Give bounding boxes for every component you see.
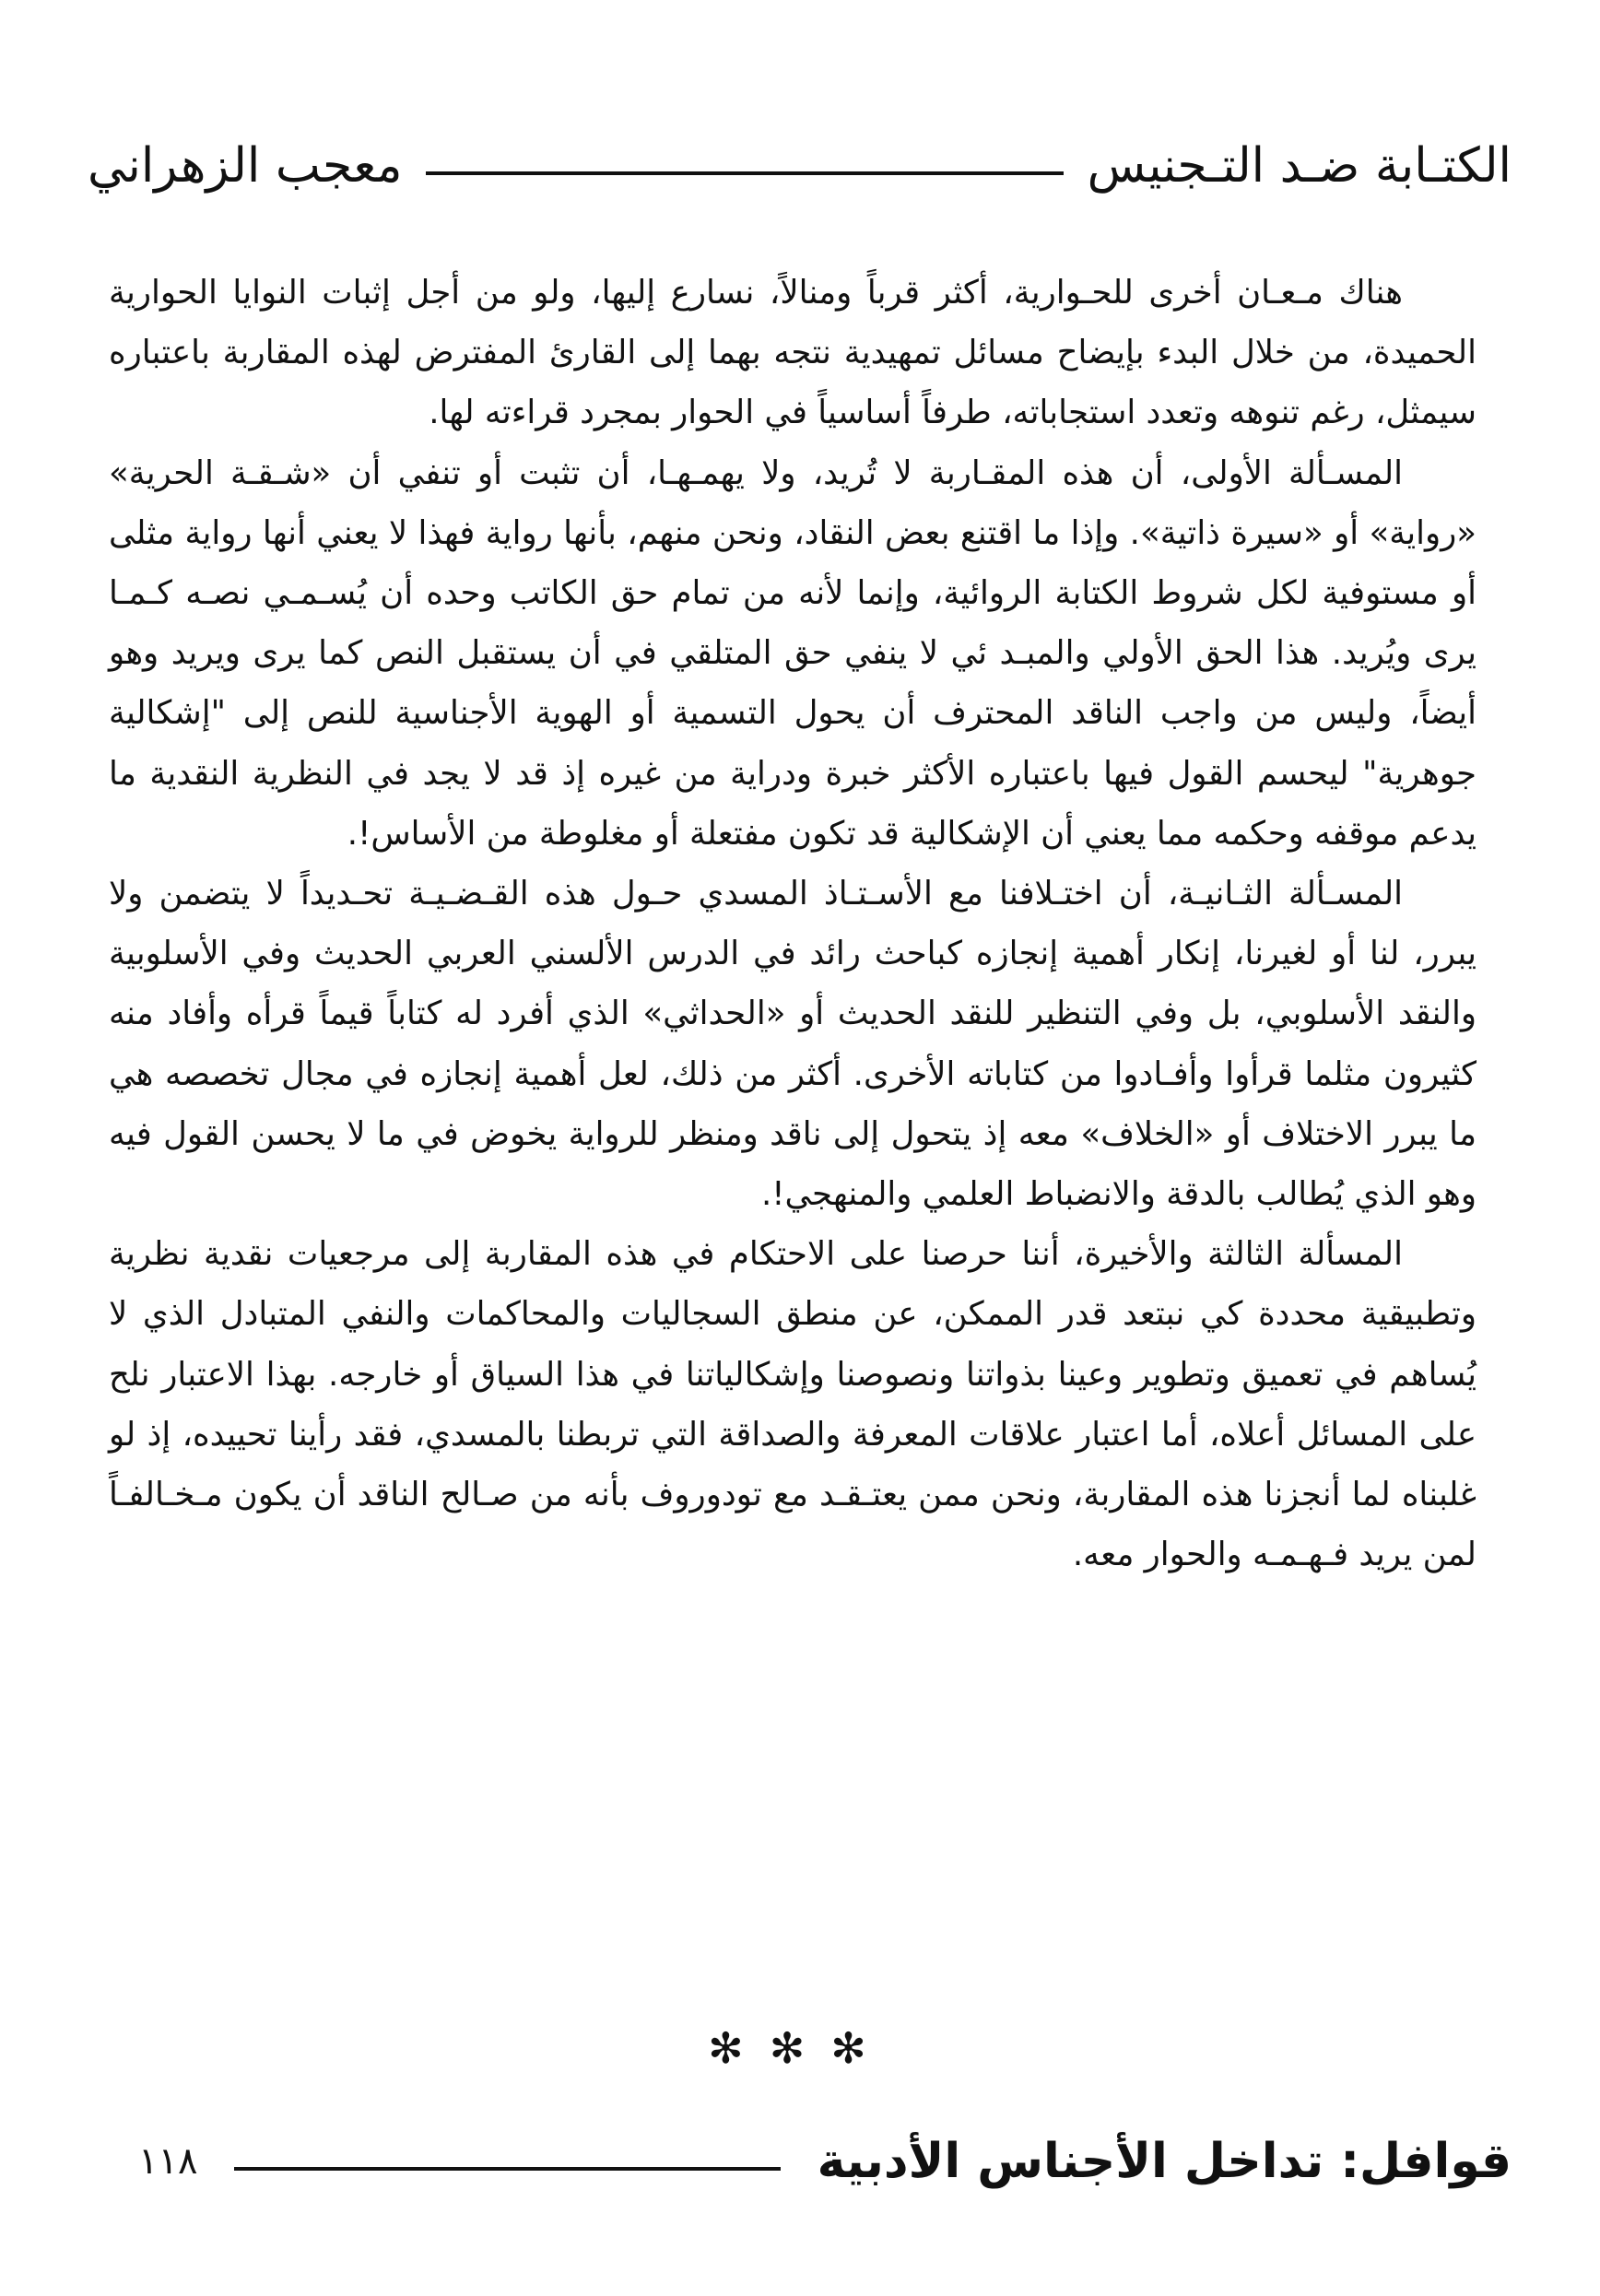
paragraph: المسـألة الأولى، أن هذه المقـاربة لا تُريد، ولا يهمـهـا، أن تثبت أو تنفي أن «شـقـة الحرية» «رواية» أو «سيرة ذاتية». وإذا ما اقتنع بعض النقاد، ونحن منهم، بأنها رواية فهذا لا يعني أنها رواية مثلى أو مستوفية لكل شروط الكتابة الروائية، وإنما لأنه من تمام حق الكاتب وحده أن يُسـمـي نصـه كـمـا يرى ويُريد. هذا الحق الأولي والمبـد ئي لا ينفي حق المتلقي في أن يستقبل النص كما يرى ويريد وهو أيضاً، وليس من واجب الناقد المحترف أن يحول التسمية أو الهوية الأجناسية للنص إلى "إشكالية جوهرية" ليحسم القول فيها باعتباره الأكثر خبرة ودراية من غيره إذ قد لا يجد في النظرية النقدية ما يدعم موقفه وحكمه مما يعني أن الإشكالية قد تكون مفتعلة أو مغلوطة من الأساس!.	[109, 453, 1476, 853]
paragraph: المسـألة الثـانيـة، أن اختـلافنا مع الأسـتـاذ المسدي حـول هذه القـضـيـة تحـديداً لا يتضمن ولا يبرر، لنا أو لغيرنا، إنكار أهمية إنجازه كباحث رائد في الدرس الألسني العربي الحديث وفي الأسلوبية والنقد الأسلوبي، بل وفي التنظير للنقد الحديث أو «الحداثي» الذي أفرد له كتاباً قيماً قرأه وأفاد منه كثيرون مثلما قرأوا وأفـادوا من كتاباته الأخرى. أكثر من ذلك، لعل أهمية إنجازه في مجال تخصصه هي ما يبرر الاختلاف أو «الخلاف» معه إذ يتحول إلى ناقد ومنظر للرواية يخوض في ما لا يحسن القول فيه وهو الذي يُطالب بالدقة والانضباط العلمي والمنهجي!.	[109, 875, 1476, 1214]
header-rule	[426, 171, 1063, 175]
paragraph: المسألة الثالثة والأخيرة، أننا حرصنا على الاحتكام في هذه المقاربة إلى مرجعيات نقدية نظرية وتطبيقية محددة كي نبتعد قدر الممكن، عن منطق السجاليات والمحاكمات والنفي المتبادل الذي لا يُساهم في تعميق وتطوير وعينا بذواتنا ونصوصنا وإشكالياتنا في هذا السياق أو خارجه. بهذا الاعتبار نلح على المسائل أعلاه، أما اعتبار علاقات المعرفة والصداقة التي تربطنا بالمسدي، فقد رأينا تحييده، إذ لو غلبناه لما أنجزنا هذه المقاربة، ونحن ممن يعتـقـد مع تودوروف بأنه من صـالح الناقد أن يكون مـخـالفـاً لمن يريد فـهـمـه والحوار معه.	[109, 1235, 1476, 1574]
body-text	[109, 263, 1476, 1584]
footer-rule	[234, 2167, 780, 2171]
header-title: الكتـابة ضـد التـجنيس	[1087, 138, 1512, 194]
paragraph: هناك مـعـان أخرى للحـوارية، أكثر قرباً ومنالاً، نسارع إليها، ولو من أجل إثبات النوايا الحوارية الحميدة، من خلال البدء بإيضاح مسائل تمهيدية نتجه بهما إلى القارئ المفترض لهذه المقاربة باعتباره سيمثل، رغم تنوهه وتعدد استجاباته، طرفاً أساسياً في الحوار بمجرد قراءته لها.	[109, 274, 1476, 432]
header-author: معجب الزهراني	[88, 138, 403, 194]
footer-title: قوافل: تداخل الأجناس الأدبية	[817, 2134, 1512, 2189]
running-footer	[138, 2120, 1512, 2203]
section-ornament: ✻✻✻	[708, 2023, 892, 2073]
page-number: ١١٨	[138, 2140, 198, 2183]
running-header	[88, 129, 1512, 203]
